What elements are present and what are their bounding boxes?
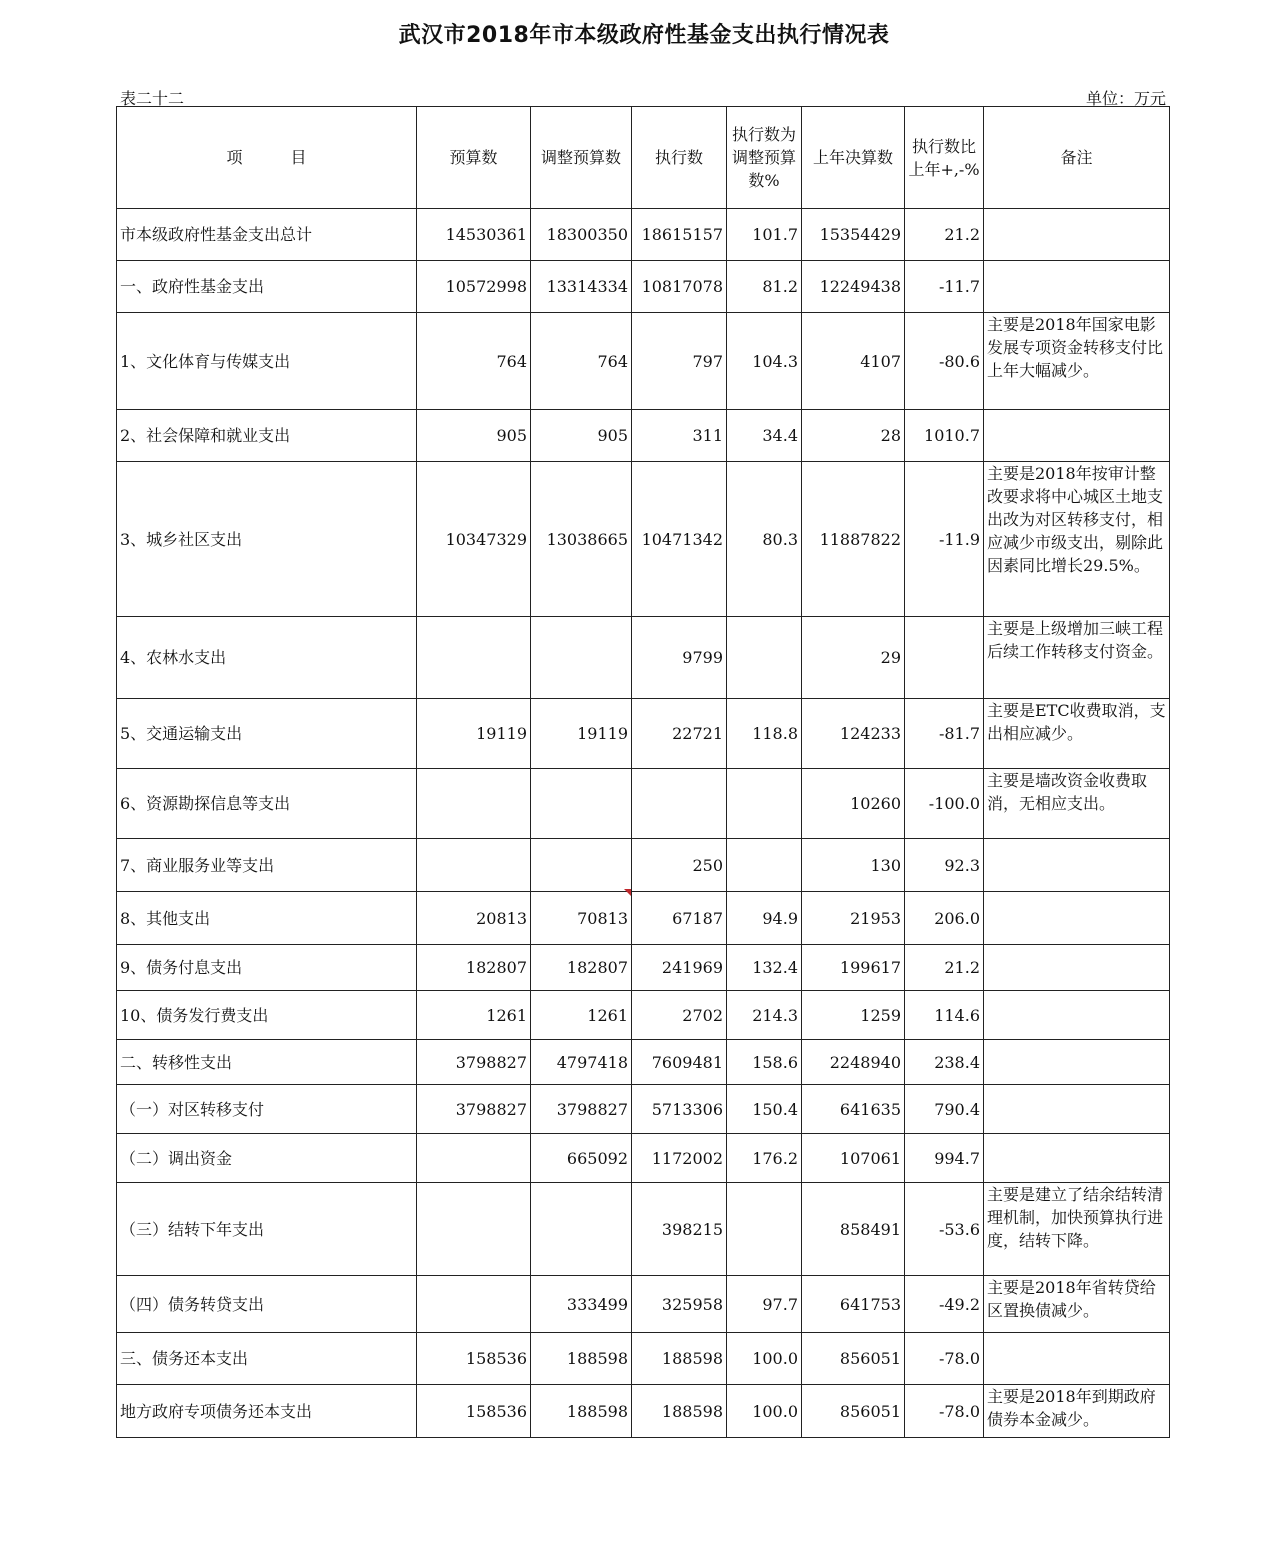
table-row <box>117 1385 1170 1438</box>
header-item: 项 目 <box>117 107 417 209</box>
cell-yoy: 21.2 <box>905 945 984 991</box>
table-row <box>117 462 1170 617</box>
cell-yoy: -78.0 <box>905 1333 984 1385</box>
table-row <box>117 1333 1170 1385</box>
cell-exec-pct: 100.0 <box>727 1385 802 1438</box>
cell-last-year: 124233 <box>802 699 905 769</box>
table-row <box>117 410 1170 462</box>
cell-budget: 10347329 <box>417 462 531 617</box>
cell-last-year: 29 <box>802 617 905 699</box>
cell-note <box>984 1085 1170 1134</box>
cell-note: 主要是ETC收费取消，支出相应减少。 <box>984 699 1170 769</box>
cell-item: 9、债务付息支出 <box>117 945 417 991</box>
cell-exec-pct: 214.3 <box>727 991 802 1040</box>
cell-item: （二）调出资金 <box>117 1134 417 1183</box>
unit-label: 单位：万元 <box>1085 89 1166 108</box>
cell-exec-pct <box>727 839 802 892</box>
cell-item: 地方政府专项债务还本支出 <box>117 1385 417 1438</box>
cell-exec-pct: 118.8 <box>727 699 802 769</box>
cell-item: 二、转移性支出 <box>117 1040 417 1085</box>
cell-adjusted: 13038665 <box>531 462 632 617</box>
cell-note <box>984 261 1170 313</box>
cell-item: 2、社会保障和就业支出 <box>117 410 417 462</box>
cell-executed: 1172002 <box>632 1134 727 1183</box>
cell-note: 主要是上级增加三峡工程后续工作转移支付资金。 <box>984 617 1170 699</box>
cell-last-year: 858491 <box>802 1183 905 1276</box>
cell-item: （三）结转下年支出 <box>117 1183 417 1276</box>
cell-executed: 10471342 <box>632 462 727 617</box>
cell-yoy: -49.2 <box>905 1276 984 1333</box>
cell-budget: 3798827 <box>417 1085 531 1134</box>
cell-budget: 905 <box>417 410 531 462</box>
cell-yoy <box>905 617 984 699</box>
cell-adjusted: 3798827 <box>531 1085 632 1134</box>
cell-budget: 10572998 <box>417 261 531 313</box>
cell-last-year: 12249438 <box>802 261 905 313</box>
cell-exec-pct: 100.0 <box>727 1333 802 1385</box>
cell-exec-pct: 81.2 <box>727 261 802 313</box>
table-row <box>117 1134 1170 1183</box>
cell-yoy: 994.7 <box>905 1134 984 1183</box>
cell-last-year: 15354429 <box>802 209 905 261</box>
cell-budget <box>417 1134 531 1183</box>
cell-exec-pct: 34.4 <box>727 410 802 462</box>
cell-note: 主要是建立了结余结转清理机制，加快预算执行进度，结转下降。 <box>984 1183 1170 1276</box>
cell-budget: 19119 <box>417 699 531 769</box>
cell-executed: 311 <box>632 410 727 462</box>
cell-last-year: 856051 <box>802 1385 905 1438</box>
cell-executed: 241969 <box>632 945 727 991</box>
cell-budget: 3798827 <box>417 1040 531 1085</box>
table-row <box>117 1040 1170 1085</box>
cell-item: 4、农林水支出 <box>117 617 417 699</box>
cell-exec-pct: 80.3 <box>727 462 802 617</box>
cell-executed: 797 <box>632 313 727 410</box>
cell-note <box>984 991 1170 1040</box>
header-yoy: 执行数比上年+,-% <box>905 107 984 209</box>
cell-adjusted: 188598 <box>531 1385 632 1438</box>
cell-exec-pct: 150.4 <box>727 1085 802 1134</box>
cell-item: 5、交通运输支出 <box>117 699 417 769</box>
table-row <box>117 1276 1170 1333</box>
cell-budget <box>417 1183 531 1276</box>
cell-last-year: 199617 <box>802 945 905 991</box>
cell-adjusted: 4797418 <box>531 1040 632 1085</box>
cell-adjusted <box>531 769 632 839</box>
cell-last-year: 641753 <box>802 1276 905 1333</box>
cell-yoy: 238.4 <box>905 1040 984 1085</box>
cell-yoy: 206.0 <box>905 892 984 945</box>
cell-adjusted: 19119 <box>531 699 632 769</box>
cell-adjusted: 1261 <box>531 991 632 1040</box>
cell-last-year: 130 <box>802 839 905 892</box>
cell-adjusted <box>531 839 632 892</box>
table-row <box>117 617 1170 699</box>
cell-adjusted: 188598 <box>531 1333 632 1385</box>
cell-exec-pct: 94.9 <box>727 892 802 945</box>
cell-item: 6、资源勘探信息等支出 <box>117 769 417 839</box>
cell-item: 3、城乡社区支出 <box>117 462 417 617</box>
cell-item: 8、其他支出 <box>117 892 417 945</box>
cell-last-year: 4107 <box>802 313 905 410</box>
cell-budget <box>417 617 531 699</box>
cell-last-year: 2248940 <box>802 1040 905 1085</box>
cell-executed: 325958 <box>632 1276 727 1333</box>
header-row <box>117 107 1170 209</box>
table-row <box>117 892 1170 945</box>
cell-budget <box>417 1276 531 1333</box>
cell-yoy: 92.3 <box>905 839 984 892</box>
cell-last-year: 10260 <box>802 769 905 839</box>
header-exec-pct: 执行数为调整预算数% <box>727 107 802 209</box>
cell-note <box>984 209 1170 261</box>
cell-last-year: 28 <box>802 410 905 462</box>
cell-item: 1、文化体育与传媒支出 <box>117 313 417 410</box>
cell-exec-pct: 104.3 <box>727 313 802 410</box>
cell-budget: 158536 <box>417 1385 531 1438</box>
cell-adjusted: 18300350 <box>531 209 632 261</box>
cell-last-year: 641635 <box>802 1085 905 1134</box>
cell-yoy: -81.7 <box>905 699 984 769</box>
table-code: 表二十二 <box>120 89 185 108</box>
cell-item: 市本级政府性基金支出总计 <box>117 209 417 261</box>
cell-adjusted: 764 <box>531 313 632 410</box>
cell-executed: 2702 <box>632 991 727 1040</box>
header-last-year: 上年决算数 <box>802 107 905 209</box>
cell-adjusted: 182807 <box>531 945 632 991</box>
cell-exec-pct: 176.2 <box>727 1134 802 1183</box>
cell-executed: 7609481 <box>632 1040 727 1085</box>
cell-executed: 10817078 <box>632 261 727 313</box>
cell-last-year: 107061 <box>802 1134 905 1183</box>
table-row <box>117 261 1170 313</box>
cell-note <box>984 945 1170 991</box>
cell-note <box>984 1134 1170 1183</box>
table-body <box>117 209 1170 1438</box>
table-row <box>117 1183 1170 1276</box>
cell-note <box>984 1040 1170 1085</box>
cell-yoy: 114.6 <box>905 991 984 1040</box>
cell-executed: 188598 <box>632 1333 727 1385</box>
cell-executed: 5713306 <box>632 1085 727 1134</box>
table-row <box>117 945 1170 991</box>
cell-yoy: -100.0 <box>905 769 984 839</box>
cell-item: 7、商业服务业等支出 <box>117 839 417 892</box>
cell-note: 主要是墙改资金收费取消，无相应支出。 <box>984 769 1170 839</box>
table-row <box>117 991 1170 1040</box>
cell-note: 主要是2018年省转贷给区置换债减少。 <box>984 1276 1170 1333</box>
cell-item: 三、债务还本支出 <box>117 1333 417 1385</box>
cell-last-year: 856051 <box>802 1333 905 1385</box>
cell-exec-pct: 97.7 <box>727 1276 802 1333</box>
cell-exec-pct <box>727 769 802 839</box>
cell-budget <box>417 839 531 892</box>
cell-executed: 18615157 <box>632 209 727 261</box>
cell-adjusted: 70813 <box>531 892 632 945</box>
cell-executed: 67187 <box>632 892 727 945</box>
cell-item: （四）债务转贷支出 <box>117 1276 417 1333</box>
cell-executed: 398215 <box>632 1183 727 1276</box>
cell-note <box>984 1333 1170 1385</box>
cell-item: 一、政府性基金支出 <box>117 261 417 313</box>
cell-item: 10、债务发行费支出 <box>117 991 417 1040</box>
cell-exec-pct: 158.6 <box>727 1040 802 1085</box>
cell-exec-pct: 101.7 <box>727 209 802 261</box>
cell-yoy: 1010.7 <box>905 410 984 462</box>
cell-note: 主要是2018年国家电影发展专项资金转移支付比上年大幅减少。 <box>984 313 1170 410</box>
comment-marker-icon <box>624 889 631 896</box>
table-row <box>117 313 1170 410</box>
cell-executed: 188598 <box>632 1385 727 1438</box>
cell-yoy: -11.7 <box>905 261 984 313</box>
cell-last-year: 11887822 <box>802 462 905 617</box>
cell-last-year: 1259 <box>802 991 905 1040</box>
cell-exec-pct: 132.4 <box>727 945 802 991</box>
cell-note: 主要是2018年按审计整改要求将中心城区土地支出改为对区转移支付，相应减少市级支出，剔除此因素同比增长29.5%。 <box>984 462 1170 617</box>
cell-budget: 764 <box>417 313 531 410</box>
table-row <box>117 839 1170 892</box>
cell-note <box>984 892 1170 945</box>
cell-budget: 158536 <box>417 1333 531 1385</box>
cell-adjusted <box>531 617 632 699</box>
cell-executed: 250 <box>632 839 727 892</box>
cell-last-year: 21953 <box>802 892 905 945</box>
cell-budget <box>417 769 531 839</box>
cell-executed: 9799 <box>632 617 727 699</box>
table-row <box>117 209 1170 261</box>
cell-adjusted: 905 <box>531 410 632 462</box>
cell-note <box>984 839 1170 892</box>
header-note: 备注 <box>984 107 1170 209</box>
cell-note: 主要是2018年到期政府债券本金减少。 <box>984 1385 1170 1438</box>
expenditure-table <box>116 106 1170 1438</box>
cell-budget: 182807 <box>417 945 531 991</box>
cell-budget: 20813 <box>417 892 531 945</box>
page-title: 武汉市2018年市本级政府性基金支出执行情况表 <box>398 23 890 48</box>
cell-yoy: -80.6 <box>905 313 984 410</box>
cell-exec-pct <box>727 1183 802 1276</box>
cell-item: （一）对区转移支付 <box>117 1085 417 1134</box>
table-row <box>117 769 1170 839</box>
header-executed: 执行数 <box>632 107 727 209</box>
cell-note <box>984 410 1170 462</box>
cell-executed <box>632 769 727 839</box>
cell-yoy: -78.0 <box>905 1385 984 1438</box>
cell-yoy: 21.2 <box>905 209 984 261</box>
cell-budget: 14530361 <box>417 209 531 261</box>
header-adjusted-budget: 调整预算数 <box>531 107 632 209</box>
cell-executed: 22721 <box>632 699 727 769</box>
cell-adjusted <box>531 1183 632 1276</box>
cell-adjusted: 665092 <box>531 1134 632 1183</box>
cell-yoy: 790.4 <box>905 1085 984 1134</box>
cell-adjusted: 13314334 <box>531 261 632 313</box>
table-row <box>117 1085 1170 1134</box>
header-budget: 预算数 <box>417 107 531 209</box>
cell-adjusted: 333499 <box>531 1276 632 1333</box>
table-row <box>117 699 1170 769</box>
cell-budget: 1261 <box>417 991 531 1040</box>
cell-yoy: -53.6 <box>905 1183 984 1276</box>
cell-yoy: -11.9 <box>905 462 984 617</box>
cell-exec-pct <box>727 617 802 699</box>
